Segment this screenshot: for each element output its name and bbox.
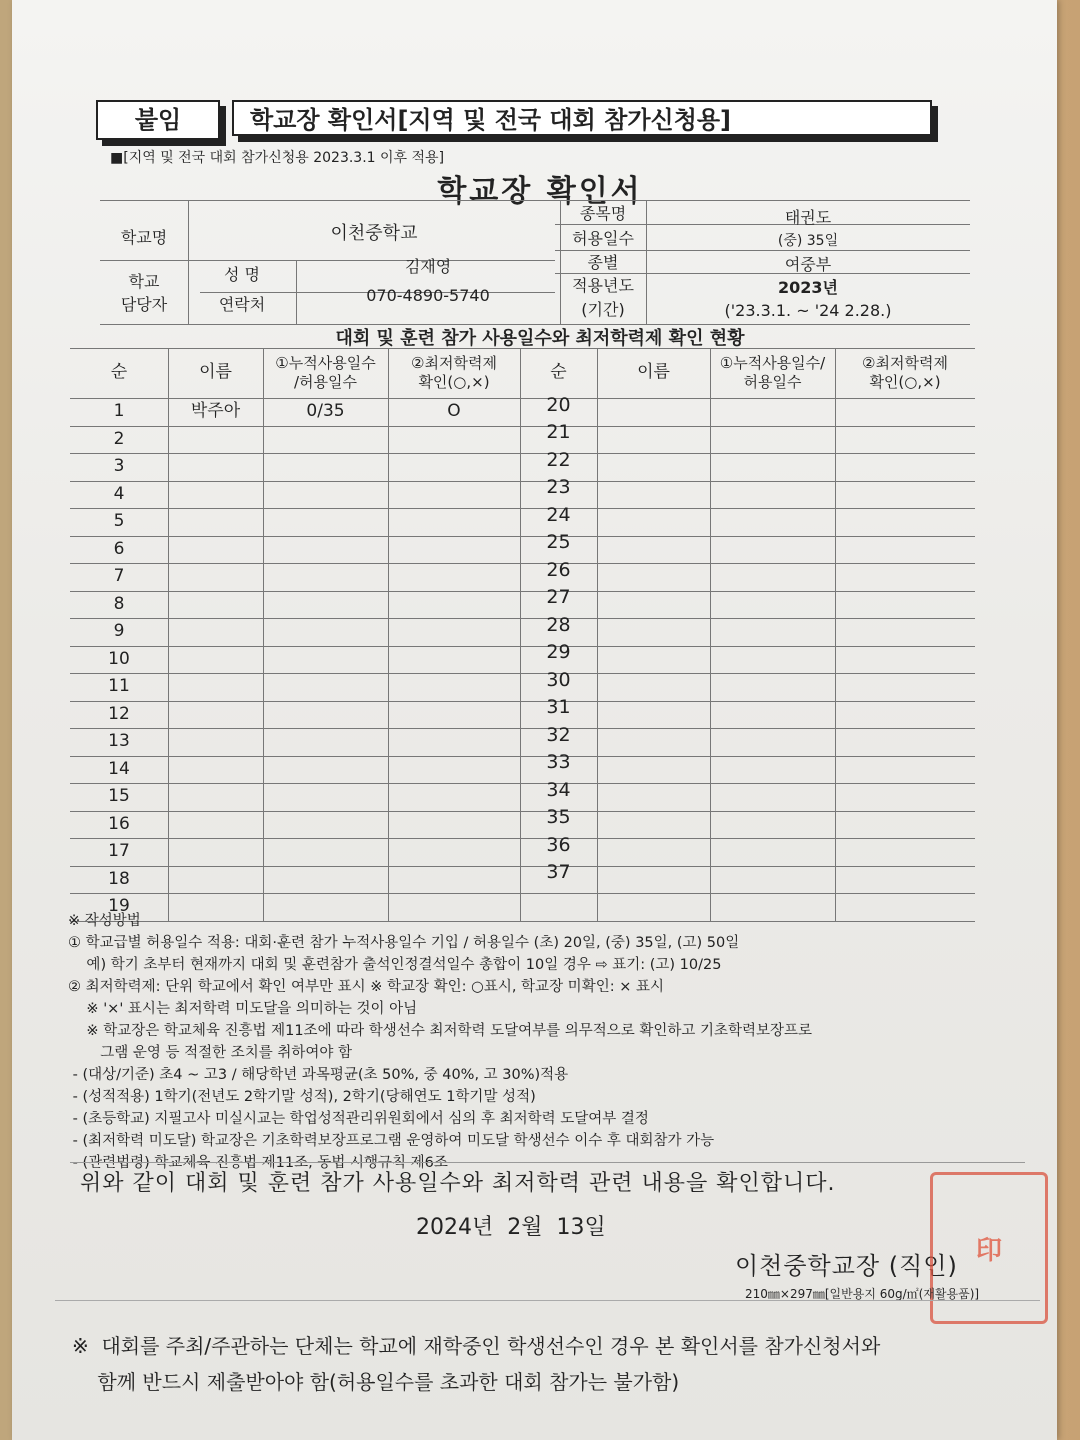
row-number: 24	[546, 503, 571, 526]
row-number: 30	[546, 668, 571, 691]
row-number: 14	[108, 758, 130, 779]
row-check	[388, 728, 520, 756]
row-number: 36	[546, 833, 571, 856]
row-number: 26	[546, 558, 571, 581]
row-check	[388, 591, 520, 619]
col-header-name: 이름	[199, 362, 232, 383]
school-name-value: 이천중학교	[330, 223, 418, 244]
row-number: 21	[546, 421, 571, 444]
row-number: 35	[546, 806, 571, 829]
row-number: 29	[546, 641, 571, 664]
row-number: 28	[546, 613, 571, 636]
row-number: 32	[546, 723, 571, 746]
row-number: 25	[546, 531, 571, 554]
section-title: 대회 및 훈련 참가 사용일수와 최저학력제 확인 현황	[335, 328, 745, 349]
row-number: 2	[113, 428, 125, 449]
row-number: 6	[113, 538, 125, 559]
row-number: 9	[113, 621, 125, 642]
row-name	[168, 783, 263, 811]
row-days	[263, 756, 388, 784]
application-note: ■[지역 및 전국 대회 참가신청용 2023.3.1 이후 적용]	[110, 150, 445, 166]
divider	[70, 1162, 1025, 1163]
row-name	[168, 508, 263, 536]
row-number: 10	[108, 648, 130, 669]
row-check	[388, 453, 520, 481]
contact-person-label-line1: 학교	[128, 271, 160, 291]
allowed-days-value: (중) 35일	[777, 233, 839, 249]
row-days	[263, 673, 388, 701]
row-days	[263, 701, 388, 729]
allowed-days-label: 허용일수	[572, 228, 634, 248]
row-name	[168, 673, 263, 701]
row-name	[168, 591, 263, 619]
submission-note-line: ※ 대회를 주최/주관하는 단체는 학교에 재학중인 학생선수인 경우 본 확인서를 참가신청서와	[72, 1334, 881, 1358]
period-label: (기간)	[581, 299, 625, 319]
info-table	[100, 200, 970, 324]
event-value: 태권도	[784, 207, 832, 227]
row-days	[263, 646, 388, 674]
row-name: 박주아	[190, 401, 241, 422]
divider	[55, 1300, 1040, 1301]
row-check	[388, 783, 520, 811]
phone-value: 070-4890-5740	[366, 285, 490, 305]
contact-person-label-line2: 담당자	[120, 294, 168, 314]
row-check: O	[447, 401, 461, 422]
attachment-label: 붙임	[96, 100, 220, 140]
row-days	[263, 563, 388, 591]
row-check	[388, 508, 520, 536]
row-check	[388, 618, 520, 646]
document-header-title: 학교장 확인서[지역 및 전국 대회 참가신청용]	[232, 100, 932, 136]
row-number: 20	[546, 393, 571, 416]
instruction-line: ※ '×' 표시는 최저학력 미도달을 의미하는 것이 아님	[68, 1001, 418, 1017]
col-header-days: ①누적사용일수/ 허용일수	[719, 354, 826, 391]
row-number: 37	[546, 861, 571, 884]
col-header-no: 순	[110, 362, 128, 383]
instructions-title: ※ 작성방법	[68, 913, 141, 929]
row-days	[263, 591, 388, 619]
instruction-line: ※ 학교장은 학교체육 진흥법 제11조에 따라 학생선수 최저학력 도달여부를 의무적으로 확인하고 기초학력보장프로	[68, 1023, 813, 1039]
instruction-line: - (성적적용) 1학기(전년도 2학기말 성적), 2학기(당해연도 1학기말 성적)	[68, 1089, 536, 1105]
usage-table	[70, 348, 975, 917]
instruction-line: 예) 학기 초부터 현재까지 대회 및 훈련참가 출석인정결석일수 총합이 10일 경우 ⇨ 표기: (고) 10/25	[68, 957, 722, 973]
row-name	[168, 646, 263, 674]
division-label: 종별	[587, 253, 619, 272]
col-header-check: ②최저학력제 확인(○,×)	[862, 354, 948, 391]
row-number: 4	[113, 483, 125, 504]
row-number: 7	[113, 566, 125, 587]
row-name	[168, 453, 263, 481]
row-days: 0/35	[306, 401, 345, 422]
instruction-line: 그램 운영 등 적절한 조치를 취하여야 함	[68, 1045, 353, 1061]
row-check	[388, 426, 520, 454]
row-check	[388, 701, 520, 729]
row-number: 8	[113, 593, 125, 614]
row-number: 22	[546, 448, 571, 471]
row-number: 15	[108, 786, 130, 807]
grid-line	[597, 348, 598, 921]
paper-spec: 210㎜×297㎜[일반용지 60g/㎡(재활용품)]	[745, 1287, 980, 1301]
row-name	[168, 536, 263, 564]
row-number: 13	[108, 731, 130, 752]
row-number: 12	[108, 703, 130, 724]
row-number: 5	[113, 511, 125, 532]
instruction-line: - (대상/기준) 초4 ~ 고3 / 해당학년 과목평균(초 50%, 중 40%, 고 30%)적용	[68, 1067, 569, 1083]
submission-note-line: 함께 반드시 제출받아야 함(허용일수를 초과한 대회 참가는 불가함)	[72, 1370, 680, 1394]
row-name	[168, 811, 263, 839]
grid-line	[710, 348, 711, 921]
row-days	[263, 618, 388, 646]
row-check	[388, 866, 520, 894]
row-number: 27	[546, 586, 571, 609]
row-number: 18	[108, 868, 130, 889]
instruction-line: - (초등학교) 지필고사 미실시교는 학업성적관리위원회에서 심의 후 최저학력 도달여부 결정	[68, 1111, 649, 1127]
year-value: 2023년	[778, 277, 838, 297]
row-name	[168, 838, 263, 866]
row-name	[168, 728, 263, 756]
col-header-name: 이름	[637, 362, 670, 383]
event-label: 종목명	[579, 203, 627, 223]
instruction-line: - (최저학력 미도달) 학교장은 기초학력보장프로그램 운영하여 미도달 학생선수 이수 후 대회참가 가능	[68, 1133, 715, 1149]
instruction-line: ② 최저학력제: 단위 학교에서 확인 여부만 표시 ※ 학교장 확인: ○표시, 학교장 미확인: × 표시	[68, 979, 664, 995]
row-check	[388, 811, 520, 839]
row-check	[388, 838, 520, 866]
row-name	[168, 426, 263, 454]
division-value: 여중부	[784, 255, 832, 274]
instruction-line: ① 학교급별 허용일수 적용: 대회·훈련 참가 누적사용일수 기입 / 허용일수 (초) 20일, (중) 35일, (고) 50일	[68, 935, 740, 951]
row-number: 33	[546, 751, 571, 774]
row-days	[263, 536, 388, 564]
phone-label: 연락처	[218, 294, 266, 314]
principal-signature: 이천중학교장 (직인)	[735, 1252, 958, 1280]
name-value: 김재영	[404, 256, 452, 276]
row-number: 31	[546, 696, 571, 719]
page-title: 학교장 확인서	[437, 174, 643, 209]
period-value: ('23.3.1. ~ '24 2.28.)	[724, 300, 892, 320]
row-check	[388, 536, 520, 564]
row-number: 16	[108, 813, 130, 834]
row-days	[263, 508, 388, 536]
instructions	[68, 910, 1028, 1174]
row-check	[388, 563, 520, 591]
official-seal-icon: 印	[930, 1172, 1048, 1324]
row-name	[168, 563, 263, 591]
row-number: 19	[108, 896, 130, 917]
row-number: 17	[108, 841, 130, 862]
row-check	[388, 673, 520, 701]
issue-date: 2024년 2월 13일	[416, 1215, 606, 1240]
row-number: 11	[108, 676, 130, 697]
row-days	[263, 426, 388, 454]
school-name-label: 학교명	[120, 227, 168, 247]
row-days	[263, 838, 388, 866]
row-days	[263, 453, 388, 481]
row-days	[263, 811, 388, 839]
row-number: 34	[546, 778, 571, 801]
row-number: 23	[546, 476, 571, 499]
col-header-days: ①누적사용일수 /허용일수	[275, 354, 376, 391]
row-check	[388, 481, 520, 509]
row-days	[263, 783, 388, 811]
row-number: 3	[113, 456, 125, 477]
row-name	[168, 756, 263, 784]
row-days	[263, 866, 388, 894]
row-days	[263, 481, 388, 509]
row-name	[168, 481, 263, 509]
col-header-check: ②최저학력제 확인(○,×)	[411, 354, 497, 391]
row-name	[168, 618, 263, 646]
name-label: 성 명	[224, 264, 260, 284]
row-check	[388, 756, 520, 784]
year-label: 적용년도	[572, 275, 634, 295]
row-number: 1	[113, 401, 125, 422]
instruction-line: - (관련법령) 학교체육 진흥법 제11조, 동법 시행규칙 제6조	[68, 1155, 448, 1171]
grid-line	[835, 348, 836, 921]
row-days	[263, 728, 388, 756]
confirmation-statement: 위와 같이 대회 및 훈련 참가 사용일수와 최저학력 관련 내용을 확인합니다.	[80, 1171, 836, 1196]
row-name	[168, 701, 263, 729]
col-header-no: 순	[550, 362, 567, 383]
row-check	[388, 646, 520, 674]
row-name	[168, 866, 263, 894]
submission-note	[72, 1328, 880, 1400]
